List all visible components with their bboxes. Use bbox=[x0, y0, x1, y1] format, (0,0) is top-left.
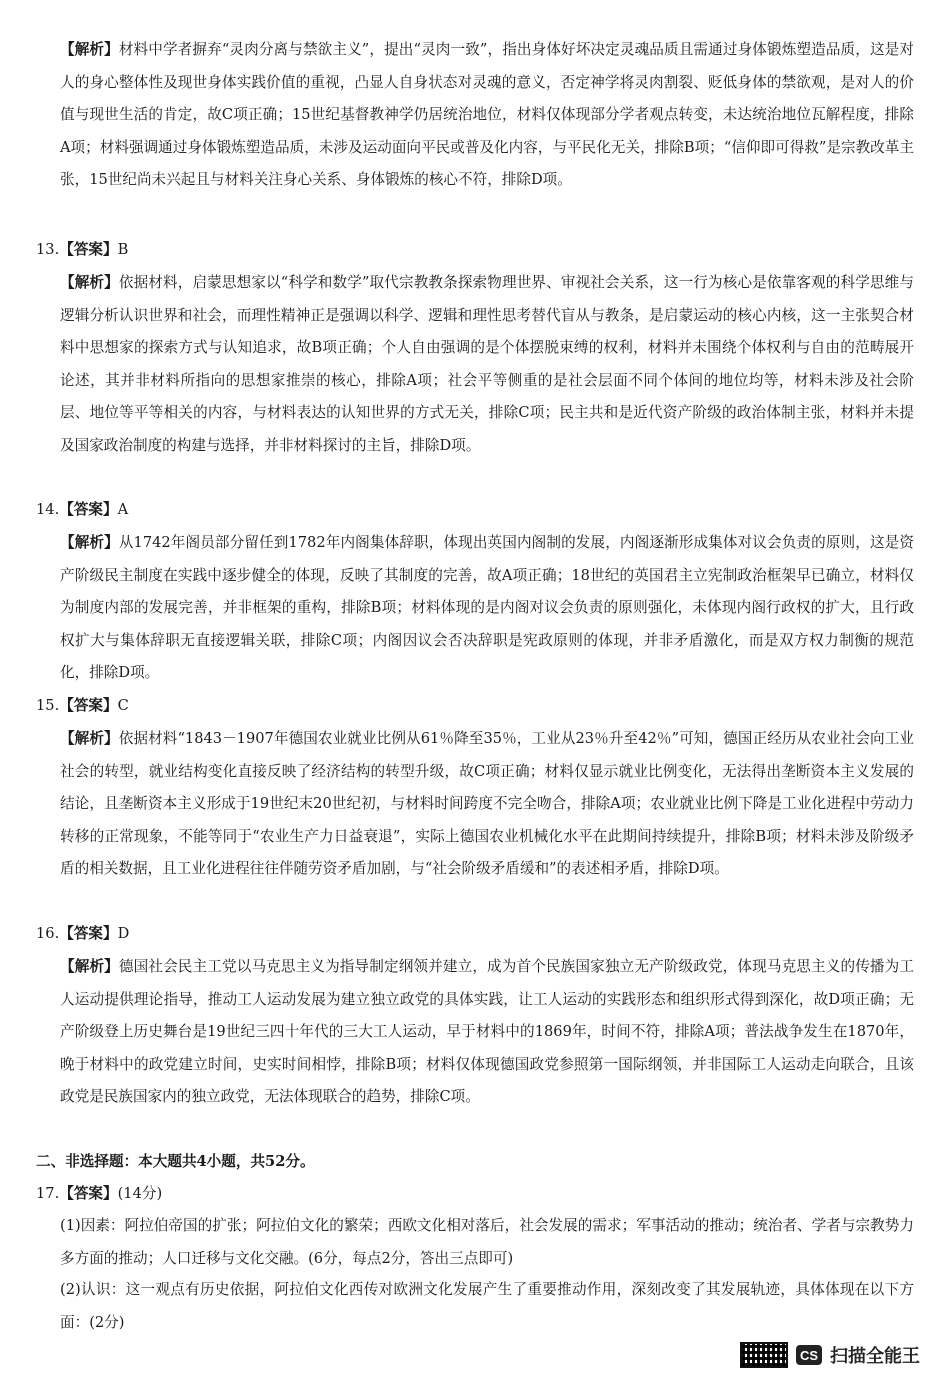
analysis-tag: 【解析】 bbox=[60, 274, 119, 291]
q14-analysis bbox=[60, 527, 914, 690]
analysis-text: 依据材料，启蒙思想家以“科学和数学”取代宗教教条探索物理世界、审视社会关系，这一行为核心是依靠客观的科学思维与逻辑分析认识世界和社会，而理性精神正是强调以科学、逻辑和理性思考替代盲从与教条，是启蒙运动的核心内核，这一主张契合材料中思想家的探索方式与认知追求，故B项正确；个人自由强调的是个体摆脱束缚的权利，材料并未围绕个体权利与自由的范畴展开论述，其并非材料所指向的思想家推崇的核心，排除A项；社会平等侧重的是社会层面不同个体间的地位均等，材料未涉及社会阶层、地位等平等相关的内容，与材料表达的认知世界的方式无关，排除C项；民主共和是近代资产阶级的政治体制主张，材料并未提及国家政治制度的构建与选择，并非材料探讨的主旨，排除D项。 bbox=[60, 274, 914, 454]
q15-answer-line bbox=[36, 690, 129, 723]
score: (14分) bbox=[117, 1185, 163, 1202]
q16-answer-line bbox=[36, 918, 129, 951]
q14-answer-line bbox=[36, 494, 128, 527]
answer-tag: 【答案】 bbox=[59, 697, 118, 714]
q13-analysis bbox=[60, 267, 914, 462]
analysis-tag: 【解析】 bbox=[60, 730, 119, 747]
q16-analysis bbox=[60, 951, 914, 1114]
q17-part2: (2)认识：这一观点有历史依据，阿拉伯文化西传对欧洲文化发展产生了重要推动作用，深刻改变了其发展轨迹，具体体现在以下方面：(2分) bbox=[60, 1281, 914, 1331]
analysis-text: 材料中学者摒弃“灵肉分离与禁欲主义”，提出“灵肉一致”，指出身体好坏决定灵魂品质且需通过身体锻炼塑造品质，这是对人的身心整体性及现世身体实践价值的重视，凸显人自身状态对灵魂的意义，否定神学将灵肉割裂、贬低身体的禁欲观，是对人的价值与现世生活的肯定，故C项正确；15世纪基督教神学仍居统治地位，材料仅体现部分学者观点转变，未达统治地位瓦解程度，排除A项；材料强调通过身体锻炼塑造品质，未涉及运动面向平民或普及化内容，与平民化无关，排除B项；“信仰即可得救”是宗教改革主张，15世纪尚未兴起且与材料关注身心关系、身体锻炼的核心不符，排除D项。 bbox=[60, 41, 914, 188]
section-heading: 二、非选择题：本大题共4小题，共52分。 bbox=[36, 1153, 315, 1170]
answer-letter: B bbox=[117, 241, 129, 258]
analysis-text: 依据材料“1843－1907年德国农业就业比例从61％降至35％，工业从23％升至42％”可知，德国正经历从农业社会向工业社会的转型，就业结构变化直接反映了经济结构的转型升级，故C项正确；材料仅显示就业比例变化，无法得出垄断资本主义发展的结论，且垄断资本主义形成于19世纪末20世纪初，与材料时间跨度不完全吻合，排除A项；农业就业比例下降是工业化进程中劳动力转移的正常现象，不能等同于“农业生产力日益衰退”，实际上德国农业机械化水平在此期间持续提升，排除B项；材料未涉及阶级矛盾的相关数据，且工业化进程往往伴随劳资矛盾加剧，与“社会阶级矛盾缓和”的表述相矛盾，排除D项。 bbox=[60, 730, 914, 877]
brand-text: 扫描全能王 bbox=[830, 1346, 920, 1367]
answer-tag: 【答案】 bbox=[59, 501, 118, 518]
qr-code-icon bbox=[740, 1342, 788, 1368]
answer-tag: 【答案】 bbox=[59, 241, 118, 258]
q13-answer-line bbox=[36, 234, 128, 267]
analysis-tag: 【解析】 bbox=[60, 41, 119, 58]
question-number: 14. bbox=[36, 501, 60, 518]
answer-tag: 【答案】 bbox=[59, 925, 118, 942]
answer-letter: D bbox=[117, 925, 130, 942]
analysis-text: 从1742年阁员部分留任到1782年内阁集体辞职，体现出英国内阁制的发展，内阁逐渐形成集体对议会负责的原则，这是资产阶级民主制度在实践中逐步健全的体现，反映了其制度的完善，故A项正确；18世纪的英国君主立宪制政治框架早已确立，材料仅为制度内部的发展完善，并非框架的重构，排除B项；材料体现的是内阁对议会负责的原则强化，未体现内阁行政权的扩大，且行政权扩大与集体辞职无直接逻辑关联，排除C项；内阁因议会否决辞职是宪政原则的体现，并非矛盾激化，而是双方权力制衡的规范化，排除D项。 bbox=[60, 534, 914, 681]
q12-analysis bbox=[60, 34, 914, 197]
analysis-tag: 【解析】 bbox=[60, 958, 119, 975]
question-number: 17. bbox=[36, 1185, 60, 1202]
question-number: 16. bbox=[36, 925, 60, 942]
answer-letter: A bbox=[117, 501, 129, 518]
answer-letter: C bbox=[117, 697, 129, 714]
scanner-watermark bbox=[740, 1340, 920, 1370]
analysis-text: 德国社会民主工党以马克思主义为指导制定纲领并建立，成为首个民族国家独立无产阶级政党，体现马克思主义的传播为工人运动提供理论指导，推动工人运动发展为建立独立政党的具体实践，让工人运动的实践形态和组织形式得到深化，故D项正确；无产阶级登上历史舞台是19世纪三四十年代的三大工人运动，早于材料中的1869年，时间不符，排除A项；普法战争发生在1870年，晚于材料中的政党建立时间，史实时间相悖，排除B项；材料仅体现德国政党参照第一国际纲领，并非国际工人运动走向联合，且该政党是民族国家内的独立政党，无法体现联合的趋势，排除C项。 bbox=[60, 958, 914, 1105]
question-number: 15. bbox=[36, 697, 60, 714]
q17-part1: (1)因素：阿拉伯帝国的扩张；阿拉伯文化的繁荣；西欧文化相对落后，社会发展的需求；军事活动的推动；统治者、学者与宗教势力多方面的推动；人口迁移与文化交融。(6分，每点2分，答出三点即可) bbox=[60, 1217, 914, 1267]
cs-logo-icon: CS bbox=[796, 1345, 822, 1365]
q15-analysis bbox=[60, 723, 914, 886]
answer-tag: 【答案】 bbox=[59, 1185, 118, 1202]
q17-answer-line bbox=[36, 1178, 162, 1211]
analysis-tag: 【解析】 bbox=[60, 534, 119, 551]
question-number: 13. bbox=[36, 241, 60, 258]
